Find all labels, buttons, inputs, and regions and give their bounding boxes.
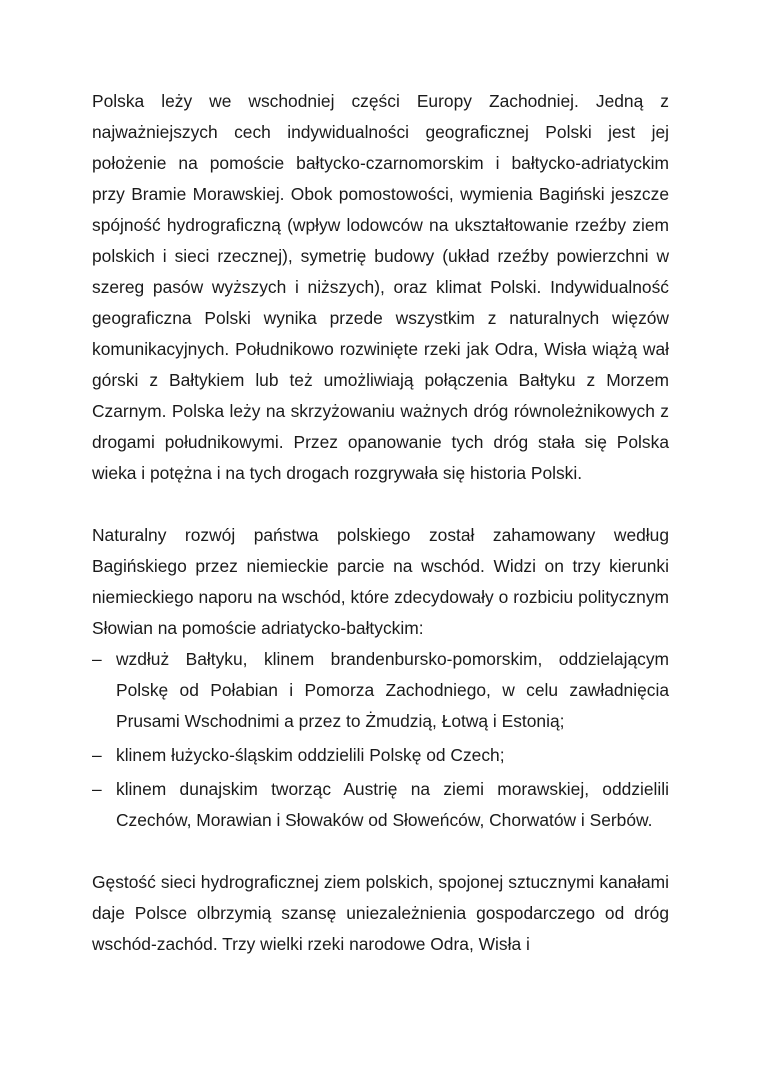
list-item <box>92 740 669 771</box>
paragraph-1: Polska leży we wschodniej części Europy Zachodniej. Jedną z najważniejszych cech indywidualności geograficznej Polski jest jej położenie na pomoście bałtycko-czarnomorskim i bałtycko-adriatyckim przy Bramie Morawskiej. Obok pomostowości, wymienia Bagiński jeszcze spójność hydrograficzną (wpływ lodowców na ukształtowanie rzeźby ziem polskich i sieci rzecznej), symetrię budowy (układ rzeźby powierzchni w szereg pasów wyższych i niższych), oraz klimat Polski. Indywidualność geograficzna Polski wynika przede wszystkim z naturalnych więzów komunikacyjnych. Południkowo rozwinięte rzeki jak Odra, Wisła wiążą wał górski z Bałtykiem lub też umożliwiają połączenia Bałtyku z Morzem Czarnym. Polska leży na skrzyżowaniu ważnych dróg równoleżnikowych z drogami południkowymi. Przez opanowanie tych dróg stała się Polska wieka i potężna i na tych drogach rozgrywała się historia Polski. <box>92 91 669 483</box>
list-item-text: klinem łużycko-śląskim oddzielili Polskę od Czech; <box>116 745 505 765</box>
list-item-text: wzdłuż Bałtyku, klinem brandenbursko-pomorskim, oddzielającym Polskę od Połabian i Pomorza Zachodniego, w celu zawładnięcia Prusami Wschodnimi a przez to Żmudzią, Łotwą i Estonią; <box>116 649 669 731</box>
dash-bullet: – <box>92 779 102 799</box>
list-item-text: klinem dunajskim tworząc Austrię na ziemi morawskiej, oddzielili Czechów, Morawian i Słowaków od Słoweńców, Chorwatów i Serbów. <box>116 779 669 830</box>
paragraph-spacer <box>92 836 669 867</box>
bullet-list <box>92 644 669 836</box>
dash-bullet: – <box>92 649 102 669</box>
paragraph-spacer <box>92 489 669 520</box>
list-item <box>92 774 669 836</box>
paragraph-3: Gęstość sieci hydrograficznej ziem polskich, spojonej sztucznymi kanałami daje Polsce olbrzymią szansę uniezależnienia gospodarczego od dróg wschód-zachód. Trzy wielki rzeki narodowe Odra, Wisła i <box>92 872 669 954</box>
list-item <box>92 644 669 737</box>
paragraph-2: Naturalny rozwój państwa polskiego został zahamowany według Bagińskiego przez niemieckie parcie na wschód. Widzi on trzy kierunki niemieckiego naporu na wschód, które zdecydowały o rozbiciu politycznym Słowian na pomoście adriatycko-bałtyckim: <box>92 525 669 638</box>
document-body <box>92 86 669 960</box>
dash-bullet: – <box>92 745 102 765</box>
